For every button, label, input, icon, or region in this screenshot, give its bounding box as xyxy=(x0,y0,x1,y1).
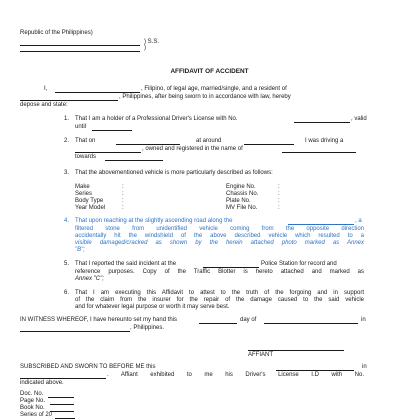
item2-at-around: at around xyxy=(196,138,222,144)
item6-line2: of the claim from the insurer for the repair of the damage caused to the said vehicle xyxy=(75,297,364,303)
spec-chassis-label: Chassis No. xyxy=(226,191,259,197)
vehicle-line xyxy=(75,152,141,153)
spec-colon: : xyxy=(122,184,124,190)
name-line xyxy=(55,92,140,93)
spec-engine-label: Engine No. xyxy=(226,184,256,190)
republic-label: Republic of the Philippines) xyxy=(20,30,93,36)
document-title: AFFIDAVIT OF ACCIDENT xyxy=(170,68,249,75)
item4-line3: accidentally hit the windshield of the above described vehicle which resulted to a xyxy=(75,233,364,239)
subscribed-in: in xyxy=(362,364,367,370)
time-line xyxy=(244,144,294,145)
spec-colon: : xyxy=(122,191,124,197)
spec-colon: : xyxy=(278,184,280,190)
towards-line xyxy=(105,160,163,161)
day-line xyxy=(199,323,237,324)
item1-line1: That I am a holder of a Professional Driver's License with No. xyxy=(75,116,238,122)
page-no-line xyxy=(50,404,74,405)
item5-number: 5. xyxy=(64,261,70,267)
intro-line2: , Philippines, after being sworn to in accordance with law, hereby xyxy=(119,94,291,100)
venue-paren: ) xyxy=(144,45,146,51)
venue-line-2 xyxy=(20,51,140,52)
until-line xyxy=(92,130,132,131)
series-label: Series of 20 xyxy=(20,412,53,418)
item1-valid: , valid xyxy=(351,116,367,122)
item2-number: 2. xyxy=(64,138,70,144)
intro-i: I, xyxy=(44,86,48,92)
witness-line1: IN WITNESS WHEREOF, I have hereunto set my hand this xyxy=(20,317,178,323)
month-line xyxy=(264,323,358,324)
item5-line3: Annex "C"; xyxy=(75,276,104,282)
item3-text: That the abovementioned vehicle is more particularly described as follows: xyxy=(75,170,273,176)
subscribed-line1: SUBSCRIBED AND SWORN TO BEFORE ME this xyxy=(20,364,156,370)
place-line xyxy=(20,331,130,332)
item6-number: 6. xyxy=(64,290,70,296)
doc-no-label: Doc. No. xyxy=(20,391,44,397)
owner-line xyxy=(282,152,356,153)
date-line xyxy=(116,144,180,145)
subscribed-date-line xyxy=(276,370,354,371)
spec-colon: : xyxy=(122,198,124,204)
item2-driving: I was driving a xyxy=(305,138,344,144)
spec-year-model-label: Year Model xyxy=(75,205,106,211)
item2-owned: , owned and registered in the name of xyxy=(142,146,243,152)
intro-line3: depose and state: xyxy=(20,102,68,108)
police-station-line xyxy=(203,267,259,268)
item4-line4: visible damaged/cracked as shown by the herein attached photo marked as Annex xyxy=(75,240,364,246)
item1-until: until xyxy=(75,124,87,130)
item4-line2: filtered stone from unidentified vehicle coming from the opposite direction xyxy=(75,226,364,232)
spec-colon: : xyxy=(122,205,124,211)
spec-mv-file-label: MV File No. xyxy=(226,205,258,211)
intro-line1: , Filipino, of legal age, married/single, and a resident of xyxy=(141,86,287,92)
subscribed-line2: . Affiant exhibited to me his Driver's License I.D with No. xyxy=(107,372,364,378)
item2-towards: towards xyxy=(75,154,97,160)
affiant-label: AFFIANT xyxy=(248,352,273,358)
page-no-label: Page No. xyxy=(20,398,46,404)
item4-line5: "B"; xyxy=(75,247,85,253)
item4-a: , a xyxy=(355,218,362,224)
book-no-line xyxy=(50,411,74,412)
affiant-signature-line xyxy=(248,350,344,351)
doc-no-line xyxy=(48,397,74,398)
spec-make-label: Make xyxy=(75,184,90,190)
item5-line1a: That I reported the said incident at the xyxy=(75,261,177,267)
item4-number: 4. xyxy=(64,218,70,224)
witness-day: day of xyxy=(240,317,257,323)
item4-line1: That upon reaching at the slightly ascending road along the xyxy=(75,218,233,224)
road-line xyxy=(288,224,354,225)
item5-line1b: Police Station for record and xyxy=(261,261,337,267)
book-no-label: Book No. xyxy=(20,405,45,411)
spec-colon: : xyxy=(278,191,280,197)
spec-body-type-label: Body Type xyxy=(75,198,104,204)
venue-line xyxy=(20,45,140,46)
license-line xyxy=(294,122,350,123)
item1-number: 1. xyxy=(64,116,70,122)
ss-label: ) S.S. xyxy=(144,39,160,45)
spec-colon: : xyxy=(278,198,280,204)
spec-colon: : xyxy=(278,205,280,211)
spec-series-label: Series xyxy=(75,191,93,197)
item3-number: 3. xyxy=(64,170,70,176)
item5-line2: reference purposes. Copy of the Traffic Blotter is hereto attached and marked as xyxy=(75,269,364,275)
item6-line1: That I am executing this Affidavit to attest to the truth of the forgoing and in support xyxy=(75,290,364,296)
item2-that-on: That on xyxy=(75,138,96,144)
witness-line2-end: , Philippines. xyxy=(130,325,165,331)
residence-line xyxy=(20,100,118,101)
item6-line3: and for whatever legal purpose or worth it may serve best. xyxy=(75,304,230,310)
subscribed-place-line xyxy=(20,378,106,379)
witness-in: in xyxy=(361,317,366,323)
spec-plate-label: Plate No. xyxy=(226,198,251,204)
subscribed-line3: indicated above. xyxy=(20,380,64,386)
